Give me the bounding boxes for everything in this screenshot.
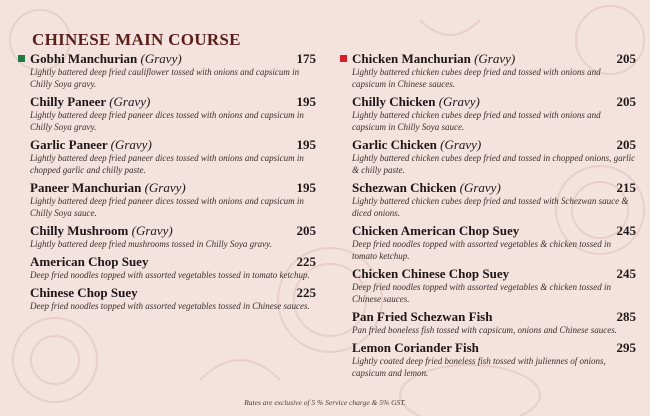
- menu-item-american-chop-suey: [18, 254, 316, 281]
- item-price: 195: [296, 94, 316, 109]
- footer-note: Rates are exclusive of 5 % Service charge & 5% GST.: [244, 398, 406, 407]
- item-name: Chilly Chicken (Gravy): [352, 94, 480, 109]
- item-description: Lightly battered chicken cubes deep fried and tossed with onions and capsicum in Chinese sauces.: [352, 67, 601, 89]
- item-name: Lemon Coriander Fish: [352, 340, 479, 355]
- item-price: 195: [296, 137, 316, 152]
- item-name: Garlic Paneer (Gravy): [30, 137, 152, 152]
- item-description: Lightly battered deep fried paneer dices tossed with onions and capsicum in chopped garlic and chilly paste.: [30, 153, 304, 175]
- page-title: CHINESE MAIN COURSE: [32, 30, 241, 49]
- item-price: 225: [296, 285, 316, 300]
- item-price: 205: [616, 94, 636, 109]
- item-name: Chinese Chop Suey: [30, 285, 138, 300]
- menu-item-lemon-coriander-fish: [340, 340, 636, 379]
- menu-item-chilly-mushroom: [18, 223, 316, 250]
- menu-item-chinese-chop-suey: [18, 285, 316, 312]
- item-price: 205: [296, 223, 316, 238]
- item-description: Pan fried boneless fish tossed with capsicum, onions and Chinese sauces.: [352, 325, 617, 335]
- menu-item-chicken-manchurian: [340, 51, 636, 90]
- item-price: 175: [296, 51, 316, 66]
- item-description: Deep fried noodles topped with assorted vegetables & chicken tossed in tomato ketchup.: [352, 239, 611, 261]
- item-name: Garlic Chicken (Gravy): [352, 137, 482, 152]
- item-price: 215: [616, 180, 636, 195]
- menu-item-garlic-chicken: [340, 137, 636, 176]
- item-price: 285: [616, 309, 636, 324]
- nonveg-indicator-icon: [340, 55, 347, 62]
- item-name: Pan Fried Schezwan Fish: [352, 309, 493, 324]
- menu-item-gobhi-manchurian: [18, 51, 316, 90]
- item-description: Lightly battered chicken cubes deep fried and tossed in chopped onions, garlic & chilly paste.: [352, 153, 636, 175]
- item-name: Paneer Manchurian (Gravy): [30, 180, 186, 195]
- item-price: 245: [616, 266, 636, 281]
- item-name: Chicken Manchurian (Gravy): [352, 51, 516, 66]
- item-name: Chicken American Chop Suey: [352, 223, 520, 238]
- item-price: 245: [616, 223, 636, 238]
- menu-item-garlic-paneer: [18, 137, 316, 176]
- menu-item-chilly-paneer: [18, 94, 316, 133]
- veg-indicator-icon: [18, 55, 25, 62]
- item-description: Lightly battered deep fried paneer dices tossed with onions and capsicum in Chilly Soya sauce.: [30, 196, 304, 218]
- item-name: Chilly Mushroom (Gravy): [30, 223, 173, 238]
- item-price: 205: [616, 51, 636, 66]
- left-menu-column: [18, 51, 316, 316]
- item-description: Lightly battered chicken cubes deep fried and tossed with Schezwan sauce & diced onions.: [352, 196, 629, 218]
- item-description: Deep fried noodles topped with assorted vegetables & chicken tossed in Chinese sauces.: [352, 282, 611, 304]
- item-description: Deep fried noodles topped with assorted vegetables tossed in tomato ketchup.: [30, 270, 310, 280]
- item-name: Chicken Chinese Chop Suey: [352, 266, 510, 281]
- right-menu-column: [340, 51, 636, 383]
- menu-item-chicken-american-chop-suey: [340, 223, 636, 262]
- item-price: 225: [296, 254, 316, 269]
- item-description: Lightly coated deep fried boneless fish tossed with juliennes of onions, capsicum and lemon.: [352, 356, 606, 378]
- item-price: 295: [616, 340, 636, 355]
- item-name: Schezwan Chicken (Gravy): [352, 180, 501, 195]
- menu-item-paneer-manchurian: [18, 180, 316, 219]
- item-name: Chilly Paneer (Gravy): [30, 94, 151, 109]
- item-description: Lightly battered deep fried mushrooms tossed in Chilly Soya gravy.: [30, 239, 272, 249]
- item-description: Lightly battered deep fried paneer dices tossed with onions and capsicum in Chilly Soya gravy.: [30, 110, 304, 132]
- item-price: 195: [296, 180, 316, 195]
- item-price: 205: [616, 137, 636, 152]
- menu-item-pan-fried-schezwan-fish: [340, 309, 636, 336]
- item-description: Lightly battered chicken cubes deep fried and tossed with onions and capsicum in Chilly Soya sauce.: [352, 110, 601, 132]
- item-name: American Chop Suey: [30, 254, 149, 269]
- item-description: Lightly battered deep fried cauliflower tossed with onions and capsicum in Chilly Soya gravy.: [30, 67, 300, 89]
- menu-item-chicken-chinese-chop-suey: [340, 266, 636, 305]
- menu-item-schezwan-chicken: [340, 180, 636, 219]
- item-name: Gobhi Manchurian (Gravy): [30, 51, 182, 66]
- menu-item-chilly-chicken: [340, 94, 636, 133]
- item-description: Deep fried noodles topped with assorted vegetables tossed in Chinese sauces.: [30, 301, 310, 311]
